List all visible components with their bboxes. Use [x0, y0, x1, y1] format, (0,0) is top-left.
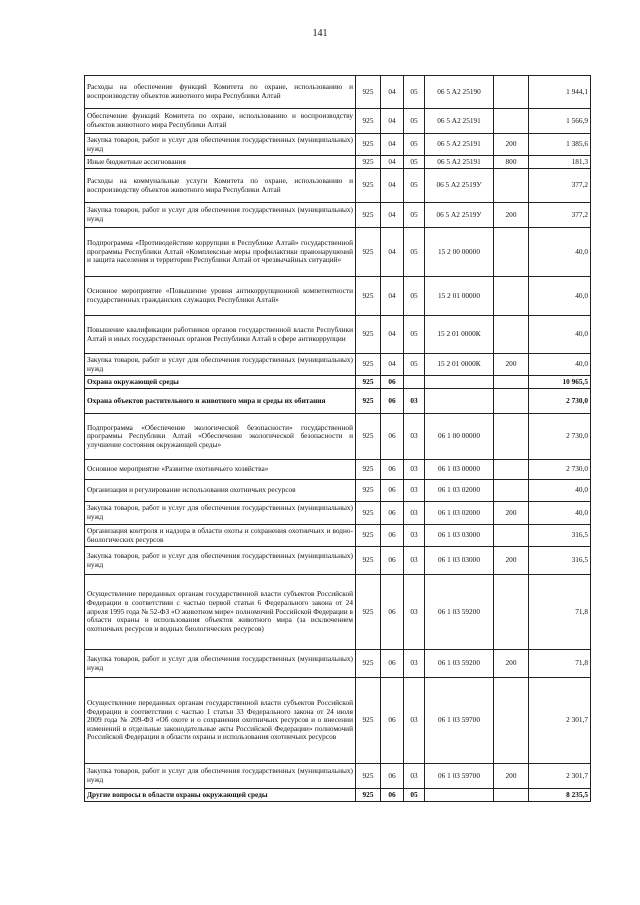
ministry-code-cell: 925	[356, 134, 381, 156]
expense-type-cell	[494, 789, 529, 802]
target-article-cell: 06 1 03 03000	[425, 525, 494, 547]
row-name-cell: Организация контроля и надзора в области охоты и сохранения охотничьих и водно-биологических ресурсов	[85, 525, 356, 547]
section-code-cell: 06	[381, 525, 404, 547]
ministry-code-cell: 925	[356, 575, 381, 650]
subsection-code-cell: 03	[404, 678, 425, 764]
table-row	[85, 316, 591, 354]
ministry-code-cell: 925	[356, 169, 381, 203]
section-code-cell: 04	[381, 354, 404, 376]
subsection-code-cell: 03	[404, 575, 425, 650]
ministry-code-cell: 925	[356, 547, 381, 575]
amount-cell: 181,3	[529, 156, 591, 169]
table-row	[85, 277, 591, 316]
expense-type-cell	[494, 316, 529, 354]
table-row	[85, 789, 591, 802]
target-article-cell: 15 2 00 00000	[425, 228, 494, 277]
target-article-cell: 06 5 А2 25191	[425, 134, 494, 156]
row-name-cell: Основное мероприятие «Повышение уровня антикоррупционной компетентности государственных гражданских служащих Республики Алтай»	[85, 277, 356, 316]
target-article-cell	[425, 789, 494, 802]
section-code-cell: 04	[381, 316, 404, 354]
subsection-code-cell: 03	[404, 650, 425, 678]
section-code-cell: 06	[381, 575, 404, 650]
amount-cell: 71,8	[529, 575, 591, 650]
subsection-code-cell: 05	[404, 354, 425, 376]
target-article-cell: 06 1 03 02000	[425, 502, 494, 525]
ministry-code-cell: 925	[356, 156, 381, 169]
row-name-cell: Осуществление переданных органам государственной власти субъектов Российской Федерации в соответствии с частью 1 статьи 33 Федерального закона от 24 июля 2009 года № 209-ФЗ «Об охоте и о сохранении охотничьих ресурсов и о внесении изменений в отдельные законодательные акты Российской Федерации» полномочий Российской Федерации в области охраны и использования охотничьих ресурсов	[85, 678, 356, 764]
table-row	[85, 678, 591, 764]
section-code-cell: 04	[381, 76, 404, 109]
table-row	[85, 134, 591, 156]
amount-cell: 1 944,1	[529, 76, 591, 109]
ministry-code-cell: 925	[356, 502, 381, 525]
row-name-cell: Подпрограмма «Противодействие коррупции в Республике Алтай» государственной программы Республики Алтай «Комплексные меры профилактики правонарушений и защита населения и территории Республики Алтай от чрезвычайных ситуаций»	[85, 228, 356, 277]
expense-type-cell: 200	[494, 134, 529, 156]
row-name-cell: Закупка товаров, работ и услуг для обеспечения государственных (муниципальных) нужд	[85, 764, 356, 789]
table-row	[85, 547, 591, 575]
ministry-code-cell: 925	[356, 525, 381, 547]
subsection-code-cell: 05	[404, 109, 425, 134]
amount-cell: 8 235,5	[529, 789, 591, 802]
section-code-cell: 06	[381, 389, 404, 414]
table-row	[85, 764, 591, 789]
target-article-cell: 06 5 А2 2519У	[425, 169, 494, 203]
amount-cell: 1 566,9	[529, 109, 591, 134]
subsection-code-cell: 03	[404, 547, 425, 575]
amount-cell: 2 730,0	[529, 460, 591, 480]
section-code-cell: 04	[381, 134, 404, 156]
table-row	[85, 414, 591, 460]
target-article-cell: 15 2 01 0000К	[425, 354, 494, 376]
amount-cell: 1 385,6	[529, 134, 591, 156]
table-row	[85, 460, 591, 480]
ministry-code-cell: 925	[356, 277, 381, 316]
subsection-code-cell: 03	[404, 525, 425, 547]
target-article-cell: 06 1 03 59700	[425, 678, 494, 764]
row-name-cell: Закупка товаров, работ и услуг для обеспечения государственных (муниципальных) нужд	[85, 203, 356, 228]
subsection-code-cell: 03	[404, 414, 425, 460]
table-row	[85, 354, 591, 376]
subsection-code-cell: 03	[404, 460, 425, 480]
ministry-code-cell: 925	[356, 460, 381, 480]
section-code-cell: 04	[381, 228, 404, 277]
expense-type-cell: 800	[494, 156, 529, 169]
target-article-cell	[425, 376, 494, 389]
expense-type-cell: 200	[494, 547, 529, 575]
expense-type-cell	[494, 109, 529, 134]
table-row	[85, 228, 591, 277]
target-article-cell: 06 5 А2 25191	[425, 156, 494, 169]
row-name-cell: Охрана окружающей среды	[85, 376, 356, 389]
table-row	[85, 203, 591, 228]
expense-type-cell	[494, 678, 529, 764]
amount-cell: 40,0	[529, 480, 591, 502]
target-article-cell: 15 2 01 00000	[425, 277, 494, 316]
target-article-cell: 06 5 А2 25190	[425, 76, 494, 109]
subsection-code-cell: 05	[404, 156, 425, 169]
subsection-code-cell: 05	[404, 203, 425, 228]
table-row	[85, 376, 591, 389]
amount-cell: 2 730,0	[529, 389, 591, 414]
row-name-cell: Расходы на обеспечение функций Комитета по охране, использованию и воспроизводству объектов животного мира Республики Алтай	[85, 76, 356, 109]
amount-cell: 2 730,0	[529, 414, 591, 460]
section-code-cell: 06	[381, 502, 404, 525]
ministry-code-cell: 925	[356, 764, 381, 789]
budget-table	[84, 75, 591, 802]
section-code-cell: 06	[381, 678, 404, 764]
ministry-code-cell: 925	[356, 76, 381, 109]
section-code-cell: 04	[381, 109, 404, 134]
amount-cell: 377,2	[529, 203, 591, 228]
target-article-cell: 06 1 00 00000	[425, 414, 494, 460]
table-row	[85, 575, 591, 650]
row-name-cell: Обеспечение функций Комитета по охране, использованию и воспроизводству объектов животного мира Республики Алтай	[85, 109, 356, 134]
ministry-code-cell: 925	[356, 650, 381, 678]
subsection-code-cell: 05	[404, 134, 425, 156]
target-article-cell	[425, 389, 494, 414]
amount-cell: 316,5	[529, 525, 591, 547]
row-name-cell: Подпрограмма «Обеспечение экологической безопасности» государственной программы Республики Алтай «Обеспечение экологической безопасности и улучшение состояния окружающей среды»	[85, 414, 356, 460]
row-name-cell: Закупка товаров, работ и услуг для обеспечения государственных (муниципальных) нужд	[85, 134, 356, 156]
row-name-cell: Основное мероприятие «Развитие охотничьего хозяйства»	[85, 460, 356, 480]
row-name-cell: Организация и регулирование использования охотничьих ресурсов	[85, 480, 356, 502]
subsection-code-cell: 05	[404, 277, 425, 316]
expense-type-cell	[494, 389, 529, 414]
section-code-cell: 06	[381, 480, 404, 502]
ministry-code-cell: 925	[356, 678, 381, 764]
page-number: 141	[312, 28, 328, 39]
target-article-cell: 06 1 03 59200	[425, 575, 494, 650]
amount-cell: 40,0	[529, 316, 591, 354]
table-row	[85, 169, 591, 203]
subsection-code-cell: 03	[404, 389, 425, 414]
expense-type-cell	[494, 76, 529, 109]
section-code-cell: 04	[381, 169, 404, 203]
ministry-code-cell: 925	[356, 414, 381, 460]
table-row	[85, 502, 591, 525]
section-code-cell: 04	[381, 156, 404, 169]
subsection-code-cell: 05	[404, 169, 425, 203]
section-code-cell: 06	[381, 764, 404, 789]
row-name-cell: Иные бюджетные ассигнования	[85, 156, 356, 169]
expense-type-cell: 200	[494, 764, 529, 789]
target-article-cell: 06 1 03 00000	[425, 460, 494, 480]
amount-cell: 40,0	[529, 354, 591, 376]
ministry-code-cell: 925	[356, 316, 381, 354]
section-code-cell: 06	[381, 460, 404, 480]
target-article-cell: 06 1 03 59700	[425, 764, 494, 789]
subsection-code-cell: 03	[404, 480, 425, 502]
target-article-cell: 15 2 01 0000К	[425, 316, 494, 354]
section-code-cell: 04	[381, 277, 404, 316]
row-name-cell: Закупка товаров, работ и услуг для обеспечения государственных (муниципальных) нужд	[85, 547, 356, 575]
row-name-cell: Закупка товаров, работ и услуг для обеспечения государственных (муниципальных) нужд	[85, 502, 356, 525]
section-code-cell: 06	[381, 650, 404, 678]
expense-type-cell	[494, 376, 529, 389]
subsection-code-cell: 05	[404, 316, 425, 354]
expense-type-cell	[494, 525, 529, 547]
amount-cell: 40,0	[529, 277, 591, 316]
ministry-code-cell: 925	[356, 203, 381, 228]
table-row	[85, 650, 591, 678]
expense-type-cell	[494, 277, 529, 316]
amount-cell: 316,5	[529, 547, 591, 575]
section-code-cell: 04	[381, 203, 404, 228]
row-name-cell: Другие вопросы в области охраны окружающей среды	[85, 789, 356, 802]
row-name-cell: Закупка товаров, работ и услуг для обеспечения государственных (муниципальных) нужд	[85, 650, 356, 678]
row-name-cell: Расходы на коммунальные услуги Комитета по охране, использованию и воспроизводству объектов животного мира Республики Алтай	[85, 169, 356, 203]
row-name-cell: Повышение квалификации работников органов государственной власти Республики Алтай и иных государственных органов Республики Алтай в сфере антикоррупции	[85, 316, 356, 354]
amount-cell: 377,2	[529, 169, 591, 203]
row-name-cell: Охрана объектов растительного и животного мира и среды их обитания	[85, 389, 356, 414]
ministry-code-cell: 925	[356, 354, 381, 376]
expense-type-cell: 200	[494, 354, 529, 376]
amount-cell: 40,0	[529, 502, 591, 525]
target-article-cell: 06 1 03 59200	[425, 650, 494, 678]
subsection-code-cell: 05	[404, 76, 425, 109]
ministry-code-cell: 925	[356, 228, 381, 277]
table-row	[85, 525, 591, 547]
row-name-cell: Осуществление переданных органам государственной власти субъектов Российской Федерации в соответствии с частью первой статьи 6 Федерального закона от 24 апреля 1995 года № 52-ФЗ «О животном мире» полномочий Российской Федерации в области охраны и использования объектов животного мира (за исключением охотничьих ресурсов и водных биологических ресурсов)	[85, 575, 356, 650]
expense-type-cell: 200	[494, 650, 529, 678]
amount-cell: 10 965,5	[529, 376, 591, 389]
table-row	[85, 76, 591, 109]
table-row	[85, 480, 591, 502]
ministry-code-cell: 925	[356, 789, 381, 802]
target-article-cell: 06 5 А2 25191	[425, 109, 494, 134]
expense-type-cell	[494, 480, 529, 502]
expense-type-cell: 200	[494, 203, 529, 228]
ministry-code-cell: 925	[356, 376, 381, 389]
table-row	[85, 109, 591, 134]
expense-type-cell	[494, 228, 529, 277]
expense-type-cell	[494, 169, 529, 203]
target-article-cell: 06 1 03 02000	[425, 480, 494, 502]
subsection-code-cell: 03	[404, 502, 425, 525]
expense-type-cell: 200	[494, 502, 529, 525]
amount-cell: 71,8	[529, 650, 591, 678]
amount-cell: 40,0	[529, 228, 591, 277]
ministry-code-cell: 925	[356, 480, 381, 502]
expense-type-cell	[494, 575, 529, 650]
section-code-cell: 06	[381, 547, 404, 575]
subsection-code-cell: 05	[404, 789, 425, 802]
row-name-cell: Закупка товаров, работ и услуг для обеспечения государственных (муниципальных) нужд	[85, 354, 356, 376]
subsection-code-cell	[404, 376, 425, 389]
ministry-code-cell: 925	[356, 109, 381, 134]
section-code-cell: 06	[381, 414, 404, 460]
target-article-cell: 06 1 03 03000	[425, 547, 494, 575]
expense-type-cell	[494, 414, 529, 460]
section-code-cell: 06	[381, 376, 404, 389]
section-code-cell: 06	[381, 789, 404, 802]
ministry-code-cell: 925	[356, 389, 381, 414]
target-article-cell: 06 5 А2 2519У	[425, 203, 494, 228]
amount-cell: 2 301,7	[529, 678, 591, 764]
table-row	[85, 389, 591, 414]
amount-cell: 2 301,7	[529, 764, 591, 789]
expense-type-cell	[494, 460, 529, 480]
subsection-code-cell: 03	[404, 764, 425, 789]
table-row	[85, 156, 591, 169]
subsection-code-cell: 05	[404, 228, 425, 277]
budget-table-body	[85, 76, 591, 802]
